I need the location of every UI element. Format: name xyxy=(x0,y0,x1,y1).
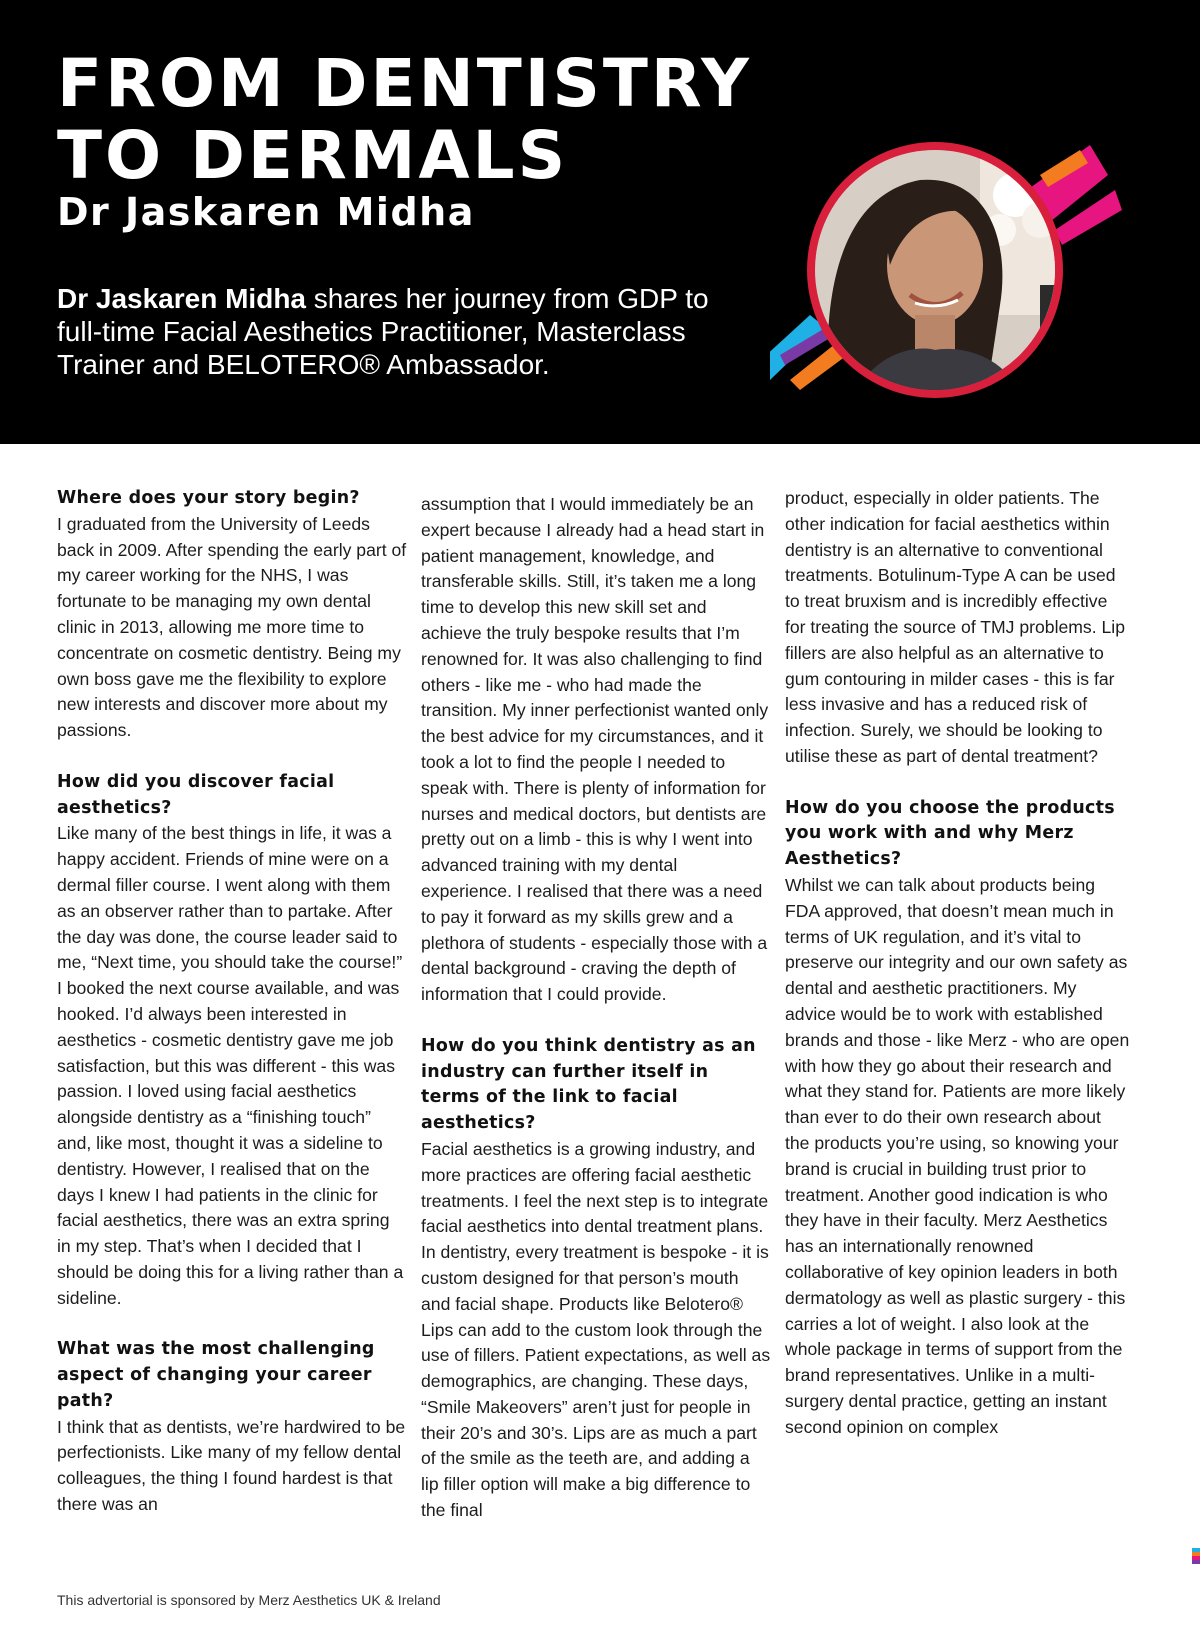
column-3 xyxy=(785,486,1130,1466)
answer-paragraph: Facial aesthetics is a growing industry, and more practices are offering facial aesthetic treatments. I feel the next step is to integrate facial aesthetics into dental treatment plans. In dentistry, every treatment is bespoke - it is custom designed for that person’s mouth and facial shape. Products like Belotero® Lips can add to the custom look through the use of fillers. Patient expectations, as well as demographics, are changing. These days, “Smile Makeovers” aren’t just for people in their 20’s and 30’s. Lips are as much a part of the smile as the teeth are, and adding a lip filler option will make a big difference to the final xyxy=(421,1138,771,1521)
article-title xyxy=(57,45,752,194)
header-banner xyxy=(0,0,1200,444)
title-line-2: TO DERMALS xyxy=(57,117,569,194)
answer-paragraph: assumption that I would immediately be an expert because I already had a head start in patient management, knowledge, and transferable skills. Still, it’s taken me a long time to develop this new skill set and achieve the truly bespoke results that I’m renowned for. It was also challenging to find others - like me - who had made the transition. My inner perfectionist wanted only the best advice for my circumstances, and it took a lot to find the people I needed to speak with. There is plenty of information for nurses and medical doctors, but dentists are pretty out on a limb - this is why I went into advanced training with my dental experience. I realised that there was a need to pay it forward as my skills grew and a plethora of students - especially those with a dental background - craving the depth of information that I could provide. xyxy=(421,494,769,1005)
sponsor-footer: This advertorial is sponsored by Merz Aesthetics UK & Ireland xyxy=(57,1592,441,1608)
portrait-photo xyxy=(770,135,1130,405)
question-heading: What was the most challenging aspect of changing your career path? xyxy=(57,1339,375,1411)
answer-paragraph: Like many of the best things in life, it was a happy accident. Friends of mine were on a dermal filler course. I went along with them as an observer rather than to partake. After the day was done, the course leader said to me, “Next time, you should take the course!” I booked the next course available, and was hooked. I’d always been interested in aesthetics - cosmetic dentistry gave me job satisfaction, but this was different - this was passion. I loved using facial aesthetics alongside dentistry as a “finishing touch” and, like most, thought it was a sideline to dentistry. However, I realised that on the days I knew I had patients in the clinic for facial aesthetics, there was an extra spring in my step. That’s when I decided that I should be doing this for a living rather than a sideline. xyxy=(57,823,404,1308)
answer-paragraph: product, especially in older patients. The other indication for facial aesthetics within dentistry is an alternative to conventional treatments. Botulinum-Type A can be used to treat bruxism and is incredibly effective for treating the source of TMJ problems. Lip fillers are also helpful as an alternative to gum contouring in milder cases - this is far less invasive and has a reduced risk of infection. Surely, we should be looking to utilise these as part of dental treatment? xyxy=(785,488,1125,766)
column-2 xyxy=(421,492,771,1550)
question-heading: How do you think dentistry as an industry can further itself in terms of the link to facial aesthetics? xyxy=(421,1035,756,1134)
answer-paragraph: I think that as dentists, we’re hardwired to be perfectionists. Like many of my fellow dental colleagues, the thing I found hardest is that there was an xyxy=(57,1416,406,1515)
edge-color-mark xyxy=(1192,1548,1200,1564)
answer-paragraph: Whilst we can talk about products being FDA approved, that doesn’t mean much in terms of UK regulation, and it’s vital to preserve our integrity and our own safety as dental and aesthetic practitioners. My advice would be to work with established brands and those - like Merz - who are open with how they go about their research and what they stand for. Patients are more likely than ever to do their own research about the products you’re using, so knowing your brand is crucial in building trust prior to treatment. Another good indication is who they have in their faculty. Merz Aesthetics has an internationally renowned collaborative of key opinion leaders in both dermatology as well as plastic surgery - this carries a lot of weight. I also look at the whole package in terms of support from the brand representatives. Unlike in a multi-surgery dental practice, getting an instant second opinion on complex xyxy=(785,874,1130,1437)
title-line-1: FROM DENTISTRY xyxy=(57,45,752,122)
intro-name: Dr Jaskaren Midha xyxy=(57,283,306,314)
question-heading: How do you choose the products you work with and why Merz Aesthetics? xyxy=(785,797,1115,870)
intro-paragraph xyxy=(57,282,757,381)
article-subtitle: Dr Jaskaren Midha xyxy=(57,190,475,234)
question-heading: Where does your story begin? xyxy=(57,488,360,508)
column-1 xyxy=(57,486,407,1544)
answer-paragraph: I graduated from the University of Leeds back in 2009. After spending the early part of my career working for the NHS, I was fortunate to be managing my own dental clinic in 2013, allowing me more time to concentrate on cosmetic dentistry. Being my own boss gave me the flexibility to explore new interests and discover more about my passions. xyxy=(57,513,407,741)
question-heading: How did you discover facial aesthetics? xyxy=(57,771,335,818)
intro-text: shares her journey from GDP to full-time Facial Aesthetics Practitioner, Masterclass Trainer and BELOTERO® Ambassador. xyxy=(57,283,709,380)
